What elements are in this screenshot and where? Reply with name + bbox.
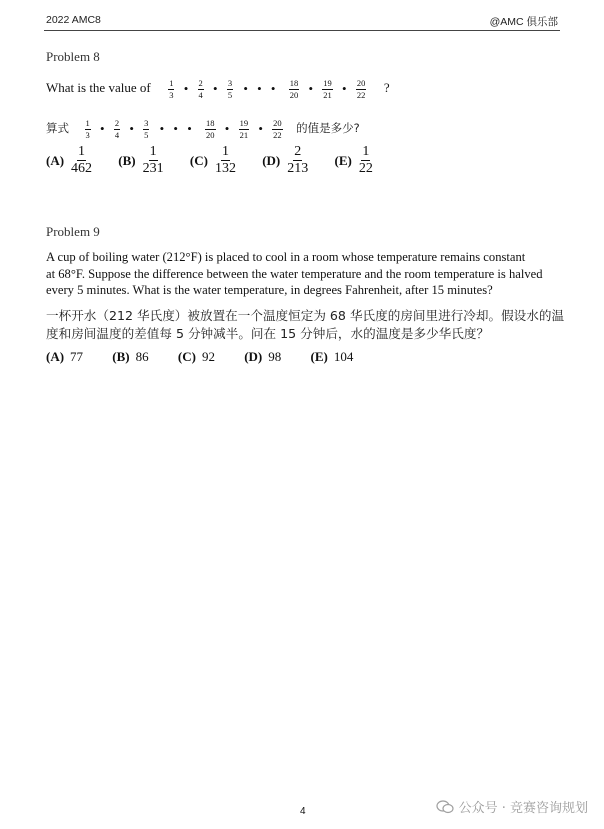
- fraction: $\frac{2}{4}$: [198, 78, 203, 100]
- problem-9-chinese-text: [46, 307, 564, 343]
- choice-d: (D) $\frac{2}{213}$: [262, 144, 309, 176]
- cdots: • • •: [243, 81, 279, 96]
- header-right: @AMC 俱乐部: [489, 16, 558, 28]
- fraction: $\frac{3}{5}$: [144, 118, 149, 140]
- choice-b: (B) $\frac{1}{231}$: [118, 144, 164, 176]
- choice-b: (B) 86: [112, 349, 149, 364]
- dot: •: [258, 121, 263, 136]
- dot: •: [129, 121, 134, 136]
- dot: •: [213, 81, 218, 96]
- fraction: $\frac{3}{5}$: [227, 78, 233, 100]
- dot: •: [342, 81, 347, 96]
- fraction: $\frac{1}{3}$: [169, 78, 174, 100]
- problem-8-chinese-expression: [46, 119, 360, 139]
- choice-c: (C) 92: [177, 349, 215, 364]
- fraction: $\frac{20}{22}$: [356, 78, 366, 100]
- watermark: [436, 797, 588, 816]
- fraction: $\frac{2}{4}$: [114, 118, 120, 140]
- choice-a: (A) $\frac{1}{462}$: [46, 144, 93, 176]
- choice-e: (E) $\frac{1}{22}$: [334, 144, 373, 176]
- page-number: 4: [300, 806, 306, 817]
- dot: •: [224, 121, 230, 136]
- wechat-icon: [436, 800, 454, 814]
- fraction: $\frac{19}{21}$: [323, 78, 332, 100]
- choice-c: (C) $\frac{1}{132}$: [189, 144, 236, 176]
- dot: •: [100, 121, 105, 136]
- problem-8-choices: [46, 145, 396, 176]
- problem-8-title: Problem 8: [46, 49, 100, 64]
- header-rule: [44, 30, 560, 31]
- expression-prefix: What is the value of: [46, 79, 151, 95]
- problem-9-title: Problem 9: [46, 224, 100, 239]
- question-mark: ?: [383, 79, 390, 95]
- text-line: 一杯开水（212 华氏度）被放置在一个温度恒定为 68 华氏度的房间里进行冷却。假设水的温: [46, 308, 565, 323]
- header-left: 2022 AMC8: [46, 14, 101, 26]
- text-line: 度和房间温度的差值每 5 分钟减半。问在 15 分钟后，水的温度是多少华氏度？: [46, 326, 490, 341]
- text-line: at 68°F. Suppose the difference between the water temperature and the room temperature is halved: [46, 266, 543, 281]
- fraction: $\frac{19}{21}$: [239, 118, 249, 140]
- choice-a: (A) 77: [46, 349, 84, 364]
- watermark-text: 公众号 · 竞赛咨询规划: [458, 801, 588, 816]
- fraction: $\frac{1}{3}$: [85, 118, 90, 140]
- problem-9-choices: [46, 349, 379, 365]
- dot: •: [183, 81, 189, 96]
- fraction: $\frac{20}{22}$: [273, 118, 282, 140]
- fraction: $\frac{18}{20}$: [206, 118, 215, 140]
- expression-prefix-cn: 算式: [46, 120, 69, 135]
- choice-e: (E) 104: [310, 349, 354, 364]
- fraction: $\frac{18}{20}$: [289, 78, 299, 100]
- expression-suffix-cn: 的值是多少?: [296, 120, 360, 135]
- cdots: • • •: [159, 121, 195, 136]
- problem-9-english-text: [46, 249, 543, 299]
- dot: •: [308, 81, 314, 96]
- text-line: A cup of boiling water (212°F) is placed to cool in a room whose temperature remains constant: [46, 250, 526, 264]
- problem-8-english-expression: [46, 79, 390, 99]
- text-line: every 5 minutes. What is the water temperature, in degrees Fahrenheit, after 15 minutes?: [46, 283, 493, 297]
- choice-d: (D) 98: [244, 349, 282, 364]
